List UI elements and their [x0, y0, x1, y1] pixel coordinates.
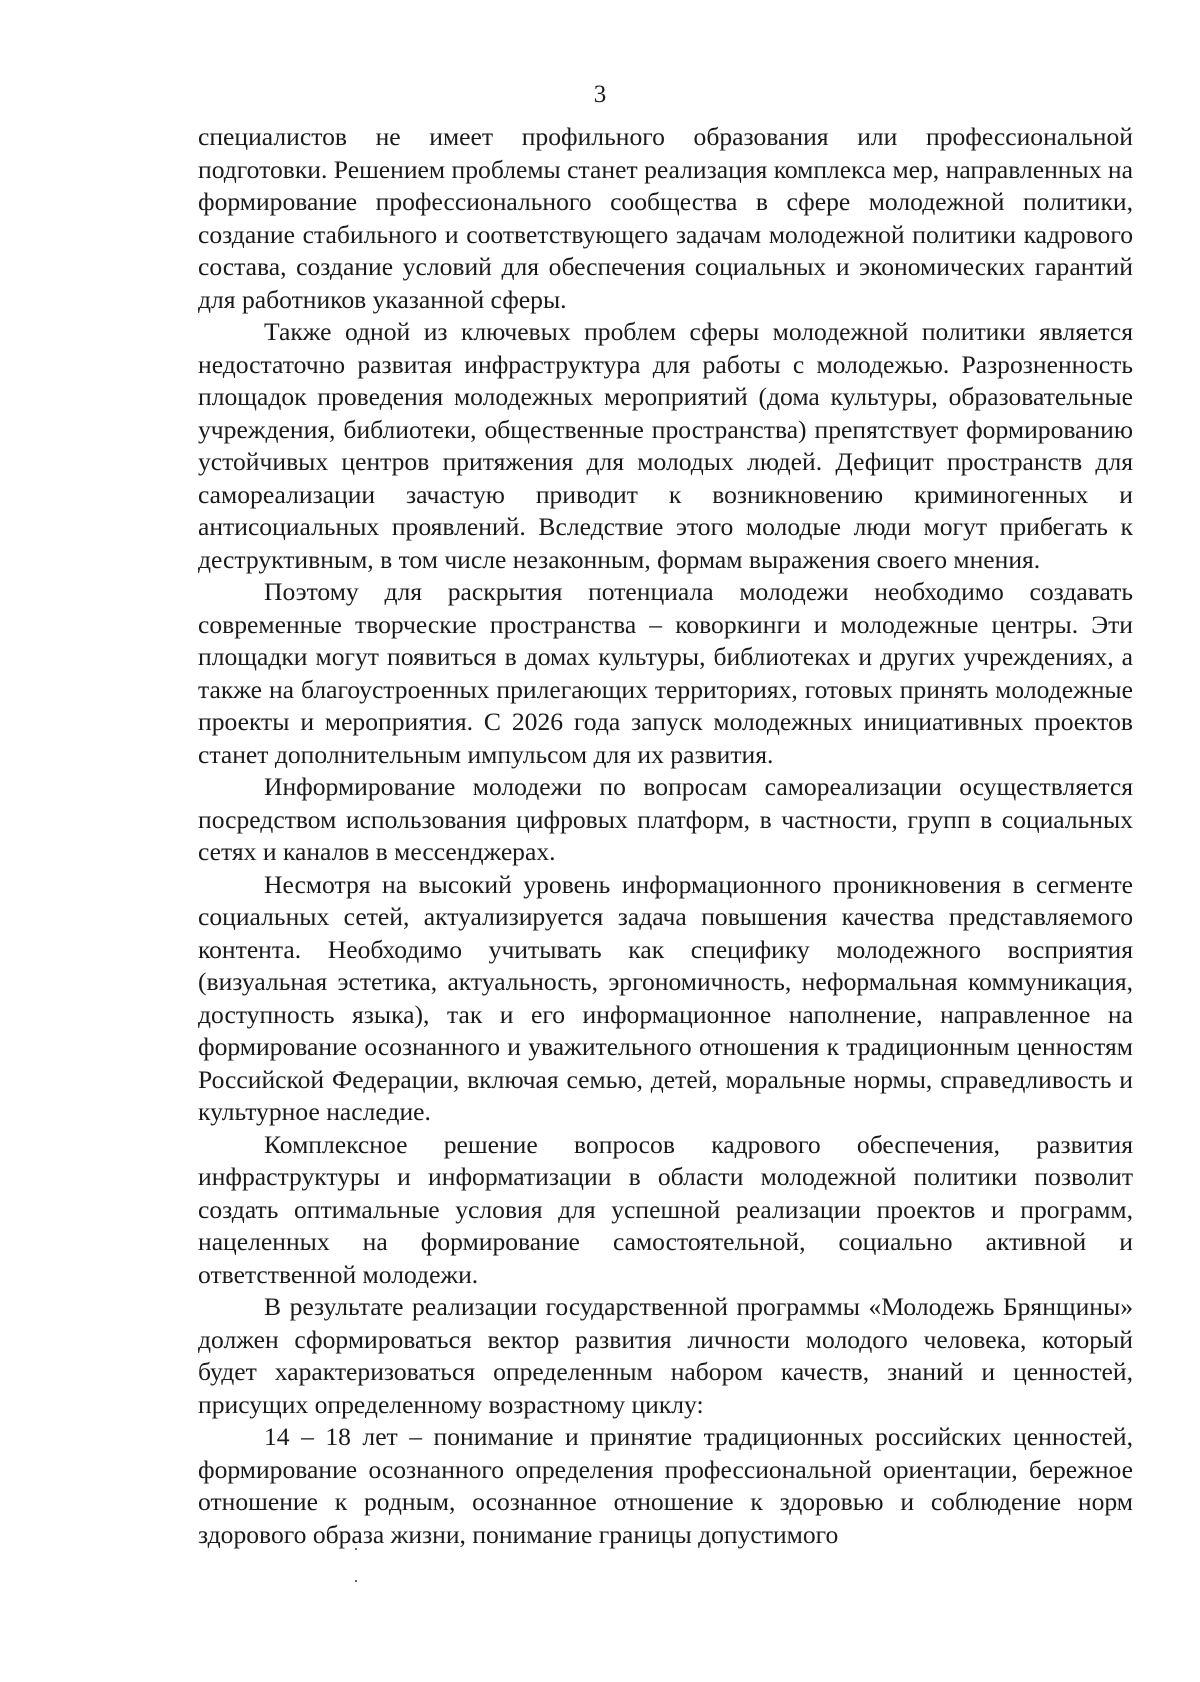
paragraph-creative-spaces: Поэтому для раскрытия потенциала молодежи необходимо создавать современные творческие пространства – коворкинги и молодежные центры. Эти площадки могут появиться в домах культуры, библиотеках и других учреждениях, а также на благоустроенных прилегающих территориях, готовых принять молодежные проекты и мероприятия. С 2026 года запуск молодежных инициативных проектов станет дополнительным импульсом для их развития. [198, 577, 1133, 769]
paragraph-complex-solution: Комплексное решение вопросов кадрового обеспечения, развития инфраструктуры и информатизации в области молодежной политики позволит создать оптимальные условия для успешной реализации проектов и программ, нацеленных на формирование самостоятельной, социально активной и ответственной молодежи. [198, 1129, 1133, 1289]
paragraph-continuation: специалистов не имеет профильного образования или профессиональной подготовки. Решением проблемы станет реализация комплекса мер, направленных на формирование профессионального сообщества в сфере молодежной политики, создание стабильного и соответствующего задачам молодежной политики кадрового состава, создание условий для обеспечения социальных и экономических гарантий для работников указанной сферы. [198, 122, 1133, 314]
paragraph-informing: Информирование молодежи по вопросам самореализации осуществляется посредством использования цифровых платформ, в частности, групп в социальных сетях и каналов в мессенджерах. [198, 772, 1133, 866]
document-body [198, 121, 1133, 1551]
page-number: 3 [593, 81, 607, 108]
scan-speck [355, 1548, 357, 1550]
paragraph-content-quality: Несмотря на высокий уровень информационного проникновения в сегменте социальных сетей, актуализируется задача повышения качества представляемого контента. Необходимо учитывать как специфику молодежного восприятия (визуальная эстетика, актуальность, эргономичность, неформальная коммуникация, доступность языка), так и его информационное наполнение, направленное на формирование осознанного и уважительного отношения к традиционным ценностям Российской Федерации, включая семью, детей, моральные нормы, справедливость и культурное наследие. [198, 869, 1133, 1126]
scan-speck [355, 1580, 357, 1582]
paragraph-age-14-18: 14 – 18 лет – понимание и принятие традиционных российских ценностей, формирование осознанного определения профессиональной ориентации, бережное отношение к родным, осознанное отношение к здоровью и соблюдение норм здорового образа жизни, понимание границы допустимого [198, 1422, 1133, 1549]
paragraph-program-result: В результате реализации государственной программы «Молодежь Брянщины» должен сформироваться вектор развития личности молодого человека, который будет характеризоваться определенным набором качеств, знаний и ценностей, присущих определенному возрастному циклу: [198, 1292, 1133, 1419]
paragraph-infrastructure: Также одной из ключевых проблем сферы молодежной политики является недостаточно развитая инфраструктура для работы с молодежью. Разрозненность площадок проведения молодежных мероприятий (дома культуры, образовательные учреждения, библиотеки, общественные пространства) препятствует формированию устойчивых центров притяжения для молодых людей. Дефицит пространств для самореализации зачастую приводит к возникновению криминогенных и антисоциальных проявлений. Вследствие этого молодые люди могут прибегать к деструктивным, в том числе незаконным, формам выражения своего мнения. [198, 317, 1133, 574]
